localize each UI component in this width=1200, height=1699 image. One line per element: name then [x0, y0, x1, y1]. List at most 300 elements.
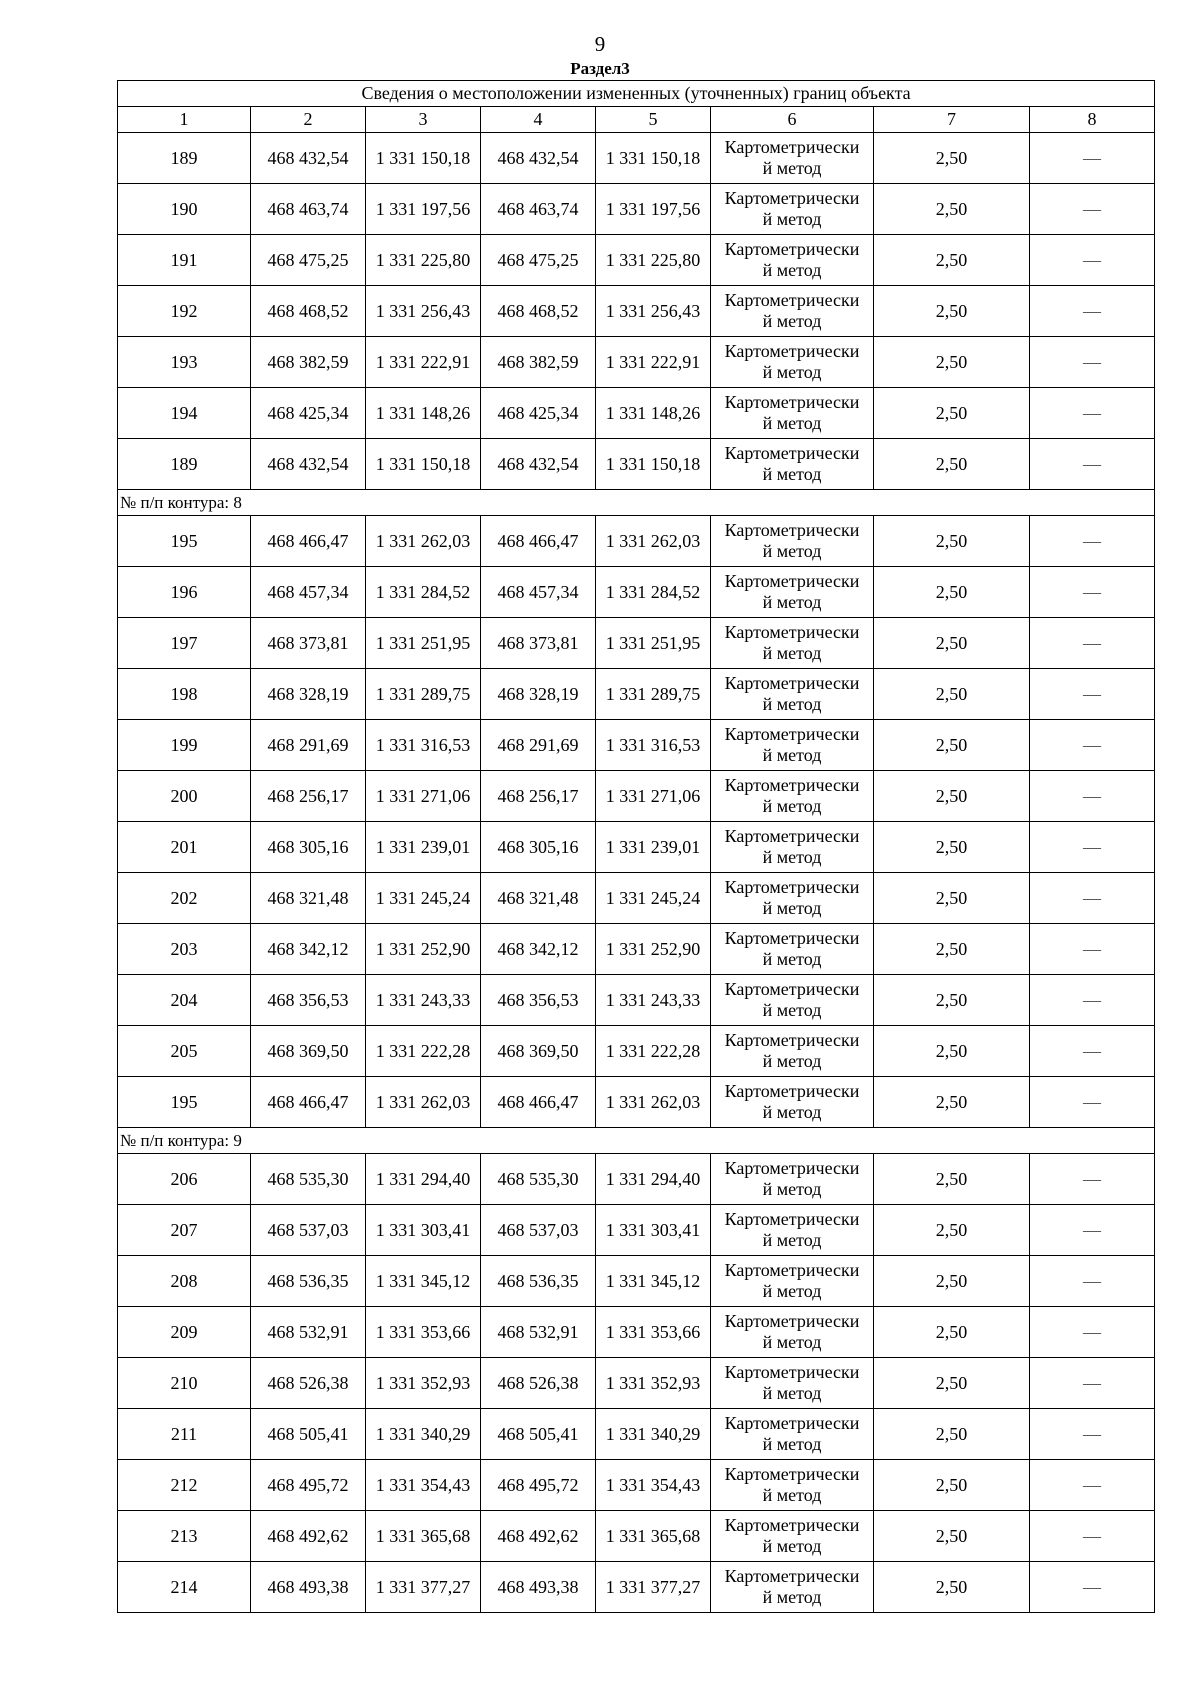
- point-number: 205: [118, 1026, 251, 1077]
- table-row: [118, 822, 1155, 873]
- method-line-2: й метод: [762, 158, 822, 178]
- accuracy-value: 2,50: [874, 388, 1030, 439]
- coord-y-new: 1 331 150,18: [596, 133, 711, 184]
- coord-x-new: 468 466,47: [481, 1077, 596, 1128]
- method-line-2: й метод: [762, 1383, 822, 1403]
- method-cell: [711, 873, 874, 924]
- contour-label: № п/п контура: 9: [118, 1128, 1155, 1154]
- coord-y-existing: 1 331 150,18: [366, 439, 481, 490]
- description-dash: —: [1030, 286, 1155, 337]
- table-row: [118, 1077, 1155, 1128]
- point-number: 195: [118, 1077, 251, 1128]
- method-cell: [711, 1358, 874, 1409]
- method-line-2: й метод: [762, 898, 822, 918]
- coord-y-existing: 1 331 256,43: [366, 286, 481, 337]
- method-cell: [711, 1256, 874, 1307]
- method-cell: [711, 1409, 874, 1460]
- method-line-1: Картометрически: [724, 673, 860, 693]
- coord-x-new: 468 536,35: [481, 1256, 596, 1307]
- method-line-1: Картометрически: [724, 877, 860, 897]
- coord-y-new: 1 331 256,43: [596, 286, 711, 337]
- page-number: 9: [594, 32, 606, 56]
- method-cell: [711, 184, 874, 235]
- accuracy-value: 2,50: [874, 1460, 1030, 1511]
- table-row: [118, 1358, 1155, 1409]
- point-number: 214: [118, 1562, 251, 1613]
- method-cell: [711, 1154, 874, 1205]
- table-row: [118, 337, 1155, 388]
- method-line-1: Картометрически: [724, 1566, 860, 1586]
- coord-x-existing: 468 356,53: [251, 975, 366, 1026]
- coord-y-existing: 1 331 271,06: [366, 771, 481, 822]
- method-cell: [711, 924, 874, 975]
- coord-y-new: 1 331 345,12: [596, 1256, 711, 1307]
- description-dash: —: [1030, 1154, 1155, 1205]
- description-dash: —: [1030, 516, 1155, 567]
- coord-x-existing: 468 495,72: [251, 1460, 366, 1511]
- method-line-1: Картометрически: [724, 1209, 860, 1229]
- coord-x-existing: 468 328,19: [251, 669, 366, 720]
- method-line-2: й метод: [762, 847, 822, 867]
- accuracy-value: 2,50: [874, 286, 1030, 337]
- method-line-2: й метод: [762, 1230, 822, 1250]
- method-line-1: Картометрически: [724, 724, 860, 744]
- coord-y-new: 1 331 271,06: [596, 771, 711, 822]
- column-header: 2: [251, 107, 366, 133]
- coord-y-new: 1 331 243,33: [596, 975, 711, 1026]
- method-line-1: Картометрически: [724, 392, 860, 412]
- point-number: 210: [118, 1358, 251, 1409]
- accuracy-value: 2,50: [874, 771, 1030, 822]
- method-line-1: Картометрически: [724, 1515, 860, 1535]
- table-row: [118, 1460, 1155, 1511]
- method-line-1: Картометрически: [724, 239, 860, 259]
- point-number: 189: [118, 439, 251, 490]
- table-row: [118, 1154, 1155, 1205]
- point-number: 189: [118, 133, 251, 184]
- description-dash: —: [1030, 771, 1155, 822]
- coord-x-new: 468 291,69: [481, 720, 596, 771]
- coord-x-new: 468 328,19: [481, 669, 596, 720]
- method-cell: [711, 286, 874, 337]
- coord-x-existing: 468 493,38: [251, 1562, 366, 1613]
- coord-y-existing: 1 331 377,27: [366, 1562, 481, 1613]
- table-title: Сведения о местоположении измененных (уточненных) границ объекта: [118, 81, 1155, 107]
- column-header: 3: [366, 107, 481, 133]
- table-row: [118, 235, 1155, 286]
- method-line-1: Картометрически: [724, 826, 860, 846]
- table-row: [118, 1511, 1155, 1562]
- accuracy-value: 2,50: [874, 133, 1030, 184]
- coord-y-existing: 1 331 243,33: [366, 975, 481, 1026]
- method-cell: [711, 720, 874, 771]
- point-number: 209: [118, 1307, 251, 1358]
- coord-y-existing: 1 331 225,80: [366, 235, 481, 286]
- table-row: [118, 388, 1155, 439]
- description-dash: —: [1030, 1460, 1155, 1511]
- method-line-2: й метод: [762, 1179, 822, 1199]
- coord-y-existing: 1 331 340,29: [366, 1409, 481, 1460]
- point-number: 190: [118, 184, 251, 235]
- accuracy-value: 2,50: [874, 235, 1030, 286]
- point-number: 208: [118, 1256, 251, 1307]
- accuracy-value: 2,50: [874, 1256, 1030, 1307]
- method-line-2: й метод: [762, 592, 822, 612]
- coord-y-existing: 1 331 289,75: [366, 669, 481, 720]
- method-cell: [711, 567, 874, 618]
- coord-x-new: 468 373,81: [481, 618, 596, 669]
- accuracy-value: 2,50: [874, 1307, 1030, 1358]
- description-dash: —: [1030, 1256, 1155, 1307]
- accuracy-value: 2,50: [874, 567, 1030, 618]
- coord-y-new: 1 331 316,53: [596, 720, 711, 771]
- coord-y-new: 1 331 150,18: [596, 439, 711, 490]
- accuracy-value: 2,50: [874, 1511, 1030, 1562]
- coord-x-new: 468 532,91: [481, 1307, 596, 1358]
- coord-y-existing: 1 331 222,28: [366, 1026, 481, 1077]
- coord-y-new: 1 331 377,27: [596, 1562, 711, 1613]
- column-header: 6: [711, 107, 874, 133]
- coord-y-new: 1 331 354,43: [596, 1460, 711, 1511]
- method-cell: [711, 235, 874, 286]
- method-line-2: й метод: [762, 464, 822, 484]
- method-line-1: Картометрически: [724, 775, 860, 795]
- column-header: 1: [118, 107, 251, 133]
- coord-x-existing: 468 425,34: [251, 388, 366, 439]
- method-cell: [711, 771, 874, 822]
- method-line-2: й метод: [762, 1051, 822, 1071]
- method-line-1: Картометрически: [724, 1413, 860, 1433]
- section-title: Раздел3: [570, 59, 630, 78]
- description-dash: —: [1030, 567, 1155, 618]
- coord-y-existing: 1 331 294,40: [366, 1154, 481, 1205]
- coord-y-new: 1 331 245,24: [596, 873, 711, 924]
- coord-x-existing: 468 532,91: [251, 1307, 366, 1358]
- accuracy-value: 2,50: [874, 669, 1030, 720]
- point-number: 193: [118, 337, 251, 388]
- description-dash: —: [1030, 1077, 1155, 1128]
- coord-x-new: 468 505,41: [481, 1409, 596, 1460]
- coord-y-existing: 1 331 222,91: [366, 337, 481, 388]
- method-line-1: Картометрически: [724, 979, 860, 999]
- coord-y-new: 1 331 222,91: [596, 337, 711, 388]
- point-number: 211: [118, 1409, 251, 1460]
- description-dash: —: [1030, 1307, 1155, 1358]
- contour-label: № п/п контура: 8: [118, 490, 1155, 516]
- coord-y-existing: 1 331 284,52: [366, 567, 481, 618]
- coord-y-existing: 1 331 262,03: [366, 516, 481, 567]
- table-row: [118, 1307, 1155, 1358]
- table-row: [118, 1256, 1155, 1307]
- coord-x-new: 468 526,38: [481, 1358, 596, 1409]
- coord-y-existing: 1 331 352,93: [366, 1358, 481, 1409]
- method-line-1: Картометрически: [724, 1260, 860, 1280]
- method-line-1: Картометрически: [724, 1464, 860, 1484]
- point-number: 200: [118, 771, 251, 822]
- point-number: 191: [118, 235, 251, 286]
- point-number: 212: [118, 1460, 251, 1511]
- accuracy-value: 2,50: [874, 1154, 1030, 1205]
- point-number: 194: [118, 388, 251, 439]
- method-line-1: Картометрически: [724, 571, 860, 591]
- method-cell: [711, 1460, 874, 1511]
- point-number: 197: [118, 618, 251, 669]
- description-dash: —: [1030, 388, 1155, 439]
- coord-y-existing: 1 331 148,26: [366, 388, 481, 439]
- method-cell: [711, 669, 874, 720]
- table-row: [118, 286, 1155, 337]
- point-number: 196: [118, 567, 251, 618]
- coord-y-new: 1 331 294,40: [596, 1154, 711, 1205]
- coord-x-new: 468 432,54: [481, 133, 596, 184]
- coord-y-existing: 1 331 197,56: [366, 184, 481, 235]
- method-cell: [711, 1562, 874, 1613]
- method-line-2: й метод: [762, 209, 822, 229]
- coord-x-new: 468 342,12: [481, 924, 596, 975]
- point-number: 198: [118, 669, 251, 720]
- method-cell: [711, 439, 874, 490]
- point-number: 201: [118, 822, 251, 873]
- description-dash: —: [1030, 337, 1155, 388]
- coord-y-existing: 1 331 316,53: [366, 720, 481, 771]
- coord-y-new: 1 331 289,75: [596, 669, 711, 720]
- coord-y-new: 1 331 225,80: [596, 235, 711, 286]
- coord-x-existing: 468 432,54: [251, 133, 366, 184]
- point-number: 206: [118, 1154, 251, 1205]
- coord-y-new: 1 331 303,41: [596, 1205, 711, 1256]
- coord-x-existing: 468 305,16: [251, 822, 366, 873]
- description-dash: —: [1030, 1026, 1155, 1077]
- table-body: [118, 133, 1155, 1613]
- coord-y-new: 1 331 148,26: [596, 388, 711, 439]
- coord-y-new: 1 331 284,52: [596, 567, 711, 618]
- coord-x-existing: 468 291,69: [251, 720, 366, 771]
- method-line-2: й метод: [762, 1000, 822, 1020]
- coord-x-existing: 468 457,34: [251, 567, 366, 618]
- method-line-1: Картометрически: [724, 520, 860, 540]
- coord-x-new: 468 305,16: [481, 822, 596, 873]
- method-line-1: Картометрически: [724, 341, 860, 361]
- accuracy-value: 2,50: [874, 1205, 1030, 1256]
- coord-y-new: 1 331 353,66: [596, 1307, 711, 1358]
- coord-y-existing: 1 331 262,03: [366, 1077, 481, 1128]
- coord-x-existing: 468 466,47: [251, 516, 366, 567]
- method-line-1: Картометрически: [724, 443, 860, 463]
- coord-x-existing: 468 432,54: [251, 439, 366, 490]
- coord-x-new: 468 425,34: [481, 388, 596, 439]
- method-line-2: й метод: [762, 694, 822, 714]
- method-line-2: й метод: [762, 1485, 822, 1505]
- method-cell: [711, 975, 874, 1026]
- table-row: [118, 1409, 1155, 1460]
- coord-y-new: 1 331 262,03: [596, 1077, 711, 1128]
- accuracy-value: 2,50: [874, 720, 1030, 771]
- table-row: [118, 720, 1155, 771]
- coord-y-existing: 1 331 239,01: [366, 822, 481, 873]
- description-dash: —: [1030, 720, 1155, 771]
- coord-x-new: 468 463,74: [481, 184, 596, 235]
- accuracy-value: 2,50: [874, 1409, 1030, 1460]
- coord-y-existing: 1 331 345,12: [366, 1256, 481, 1307]
- table-row: [118, 133, 1155, 184]
- coord-x-existing: 468 466,47: [251, 1077, 366, 1128]
- method-line-1: Картометрически: [724, 188, 860, 208]
- accuracy-value: 2,50: [874, 184, 1030, 235]
- table-row: [118, 439, 1155, 490]
- coord-x-new: 468 432,54: [481, 439, 596, 490]
- description-dash: —: [1030, 975, 1155, 1026]
- coord-x-new: 468 535,30: [481, 1154, 596, 1205]
- accuracy-value: 2,50: [874, 1026, 1030, 1077]
- method-cell: [711, 1205, 874, 1256]
- table-row: [118, 1026, 1155, 1077]
- method-line-2: й метод: [762, 1587, 822, 1607]
- column-header: 4: [481, 107, 596, 133]
- method-line-2: й метод: [762, 1434, 822, 1454]
- point-number: 213: [118, 1511, 251, 1562]
- table-row: [118, 618, 1155, 669]
- table-row: [118, 771, 1155, 822]
- accuracy-value: 2,50: [874, 1077, 1030, 1128]
- table-row: [118, 1205, 1155, 1256]
- coord-y-new: 1 331 251,95: [596, 618, 711, 669]
- method-line-1: Картометрически: [724, 928, 860, 948]
- accuracy-value: 2,50: [874, 439, 1030, 490]
- accuracy-value: 2,50: [874, 873, 1030, 924]
- coord-x-new: 468 382,59: [481, 337, 596, 388]
- accuracy-value: 2,50: [874, 924, 1030, 975]
- coord-y-new: 1 331 252,90: [596, 924, 711, 975]
- table-row: [118, 184, 1155, 235]
- method-line-1: Картометрически: [724, 290, 860, 310]
- description-dash: —: [1030, 618, 1155, 669]
- point-number: 207: [118, 1205, 251, 1256]
- coord-x-existing: 468 505,41: [251, 1409, 366, 1460]
- coord-y-new: 1 331 352,93: [596, 1358, 711, 1409]
- method-line-2: й метод: [762, 413, 822, 433]
- coord-y-new: 1 331 222,28: [596, 1026, 711, 1077]
- contour-label-row: [118, 1128, 1155, 1154]
- point-number: 199: [118, 720, 251, 771]
- coord-y-existing: 1 331 353,66: [366, 1307, 481, 1358]
- coord-y-new: 1 331 340,29: [596, 1409, 711, 1460]
- coord-y-new: 1 331 262,03: [596, 516, 711, 567]
- point-number: 195: [118, 516, 251, 567]
- point-number: 192: [118, 286, 251, 337]
- method-cell: [711, 516, 874, 567]
- description-dash: —: [1030, 669, 1155, 720]
- accuracy-value: 2,50: [874, 516, 1030, 567]
- description-dash: —: [1030, 439, 1155, 490]
- method-cell: [711, 1026, 874, 1077]
- method-line-1: Картометрически: [724, 1030, 860, 1050]
- coord-x-existing: 468 256,17: [251, 771, 366, 822]
- description-dash: —: [1030, 1511, 1155, 1562]
- coord-y-new: 1 331 197,56: [596, 184, 711, 235]
- accuracy-value: 2,50: [874, 975, 1030, 1026]
- table-row: [118, 924, 1155, 975]
- point-number: 202: [118, 873, 251, 924]
- table-title-row: [118, 81, 1155, 107]
- method-line-1: Картометрически: [724, 1158, 860, 1178]
- method-line-1: Картометрически: [724, 137, 860, 157]
- table-header-row: [118, 107, 1155, 133]
- coord-x-existing: 468 373,81: [251, 618, 366, 669]
- method-line-2: й метод: [762, 541, 822, 561]
- description-dash: —: [1030, 873, 1155, 924]
- method-cell: [711, 822, 874, 873]
- accuracy-value: 2,50: [874, 337, 1030, 388]
- coord-x-existing: 468 492,62: [251, 1511, 366, 1562]
- coord-y-existing: 1 331 303,41: [366, 1205, 481, 1256]
- description-dash: —: [1030, 1562, 1155, 1613]
- point-number: 204: [118, 975, 251, 1026]
- column-header: 7: [874, 107, 1030, 133]
- coord-x-existing: 468 526,38: [251, 1358, 366, 1409]
- description-dash: —: [1030, 1409, 1155, 1460]
- coord-x-existing: 468 382,59: [251, 337, 366, 388]
- description-dash: —: [1030, 133, 1155, 184]
- description-dash: —: [1030, 924, 1155, 975]
- coord-x-existing: 468 537,03: [251, 1205, 366, 1256]
- method-cell: [711, 618, 874, 669]
- accuracy-value: 2,50: [874, 822, 1030, 873]
- method-line-2: й метод: [762, 796, 822, 816]
- coord-x-new: 468 356,53: [481, 975, 596, 1026]
- method-line-2: й метод: [762, 260, 822, 280]
- method-line-2: й метод: [762, 1281, 822, 1301]
- point-number: 203: [118, 924, 251, 975]
- coord-y-existing: 1 331 365,68: [366, 1511, 481, 1562]
- coord-x-new: 468 492,62: [481, 1511, 596, 1562]
- coord-y-existing: 1 331 354,43: [366, 1460, 481, 1511]
- coord-x-existing: 468 369,50: [251, 1026, 366, 1077]
- coord-x-new: 468 321,48: [481, 873, 596, 924]
- coord-x-new: 468 466,47: [481, 516, 596, 567]
- coord-y-new: 1 331 365,68: [596, 1511, 711, 1562]
- method-line-2: й метод: [762, 949, 822, 969]
- description-dash: —: [1030, 1205, 1155, 1256]
- column-header: 8: [1030, 107, 1155, 133]
- coord-y-new: 1 331 239,01: [596, 822, 711, 873]
- coordinates-table: [117, 80, 1155, 1613]
- coord-x-new: 468 369,50: [481, 1026, 596, 1077]
- coord-x-existing: 468 475,25: [251, 235, 366, 286]
- method-line-2: й метод: [762, 1102, 822, 1122]
- table-row: [118, 567, 1155, 618]
- table-row: [118, 516, 1155, 567]
- method-line-1: Картометрически: [724, 1311, 860, 1331]
- description-dash: —: [1030, 1358, 1155, 1409]
- description-dash: —: [1030, 184, 1155, 235]
- method-line-1: Картометрически: [724, 622, 860, 642]
- coord-x-existing: 468 321,48: [251, 873, 366, 924]
- description-dash: —: [1030, 235, 1155, 286]
- accuracy-value: 2,50: [874, 1358, 1030, 1409]
- contour-label-row: [118, 490, 1155, 516]
- accuracy-value: 2,50: [874, 618, 1030, 669]
- coord-x-new: 468 537,03: [481, 1205, 596, 1256]
- method-line-1: Картометрически: [724, 1081, 860, 1101]
- coord-x-existing: 468 468,52: [251, 286, 366, 337]
- coord-y-existing: 1 331 150,18: [366, 133, 481, 184]
- coord-x-new: 468 468,52: [481, 286, 596, 337]
- method-cell: [711, 1307, 874, 1358]
- coord-x-new: 468 493,38: [481, 1562, 596, 1613]
- coord-x-new: 468 475,25: [481, 235, 596, 286]
- method-line-2: й метод: [762, 643, 822, 663]
- table-row: [118, 1562, 1155, 1613]
